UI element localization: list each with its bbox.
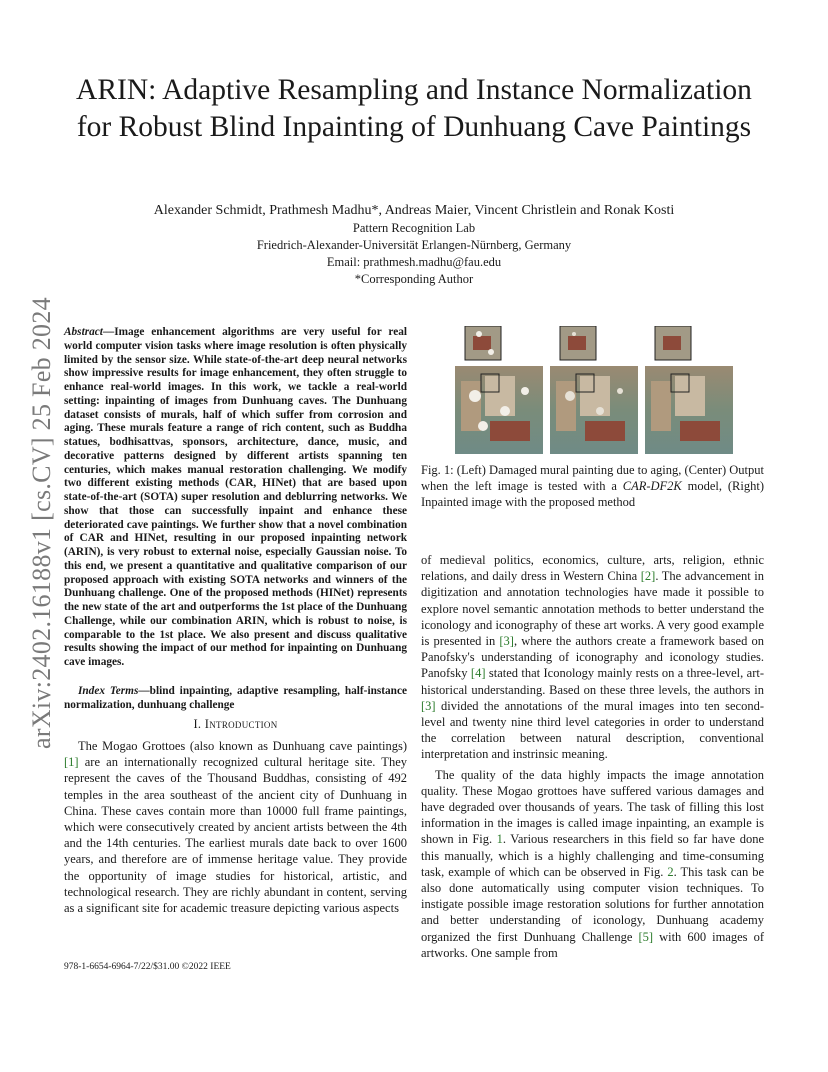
rc-text: . Various researchers in this field so far have done this manually, which is a highly challenging and time-consuming task, example of which can be observed in Fig. [421,832,764,879]
arxiv-side-label [22,288,62,758]
figure-1 [455,326,740,456]
copyright-footer: 978-1-6654-6964-7/22/$31.00 ©2022 IEEE [64,962,231,972]
figure-reference-link[interactable]: 2 [667,864,674,879]
citation-link[interactable]: [4] [470,666,486,681]
affiliation-lab: Pattern Recognition Lab [352,221,476,235]
citation-link[interactable]: [1] [64,755,79,770]
rc-text: , where the authors create a framework based on Panofsky's understanding of iconography and iconology studies. Panofsky [421,634,764,681]
panel-left-damaged [455,326,543,454]
index-terms [64,685,407,713]
caption-text-b: model, (Right) Inpainted image with the proposed method [421,479,764,510]
affiliation-university: Friedrich-Alexander-Universität Erlangen-Nürnberg, Germany [256,238,572,252]
abstract-label: Abstract [64,326,103,338]
right-column-body [421,552,764,961]
intro-paragraph [64,738,407,916]
intro-left-column [64,738,407,916]
panel-center-car-output [550,326,638,454]
section-heading: I. Introduction [193,717,278,731]
rc-text: . The advancement in digitization and annotation technologies have made it possible to explore novel semantic annotation methods to better understand the iconology and iconography of these art works. A very good example is presented in [421,569,764,649]
figure-reference-link[interactable]: 1 [496,832,503,847]
index-terms-label: Index Terms [78,685,139,697]
caption-text-a: Fig. 1: (Left) Damaged mural painting due to aging, (Center) Output when the left image is tested with a [421,463,764,494]
rc-text: with 600 images of artworks. One sample from [421,929,765,960]
right-paragraph-1 [421,552,764,763]
index-terms-text: —blind inpainting, adaptive resampling, half-instance normalization, dunhuang challenge [64,685,407,711]
right-paragraph-2 [421,767,764,961]
figure-1-image [455,326,740,456]
figure-1-caption [421,462,764,511]
citation-link[interactable]: [5] [638,929,654,944]
citation-link[interactable]: [3] [499,634,514,649]
caption-model-name: CAR-DF2K [622,479,682,494]
intro-text-b: are an internationally recognized cultural heritage site. They represent the caves of the Thousand Buddhas, consisting of 492 temples in the area southeast of the ancient city of Dunhuang in China. These caves contain more than 10000 full frame paintings, which were consecutively created by ancient artists between the 4th and the 14th centuries. The earliest murals date back to over 1600 years, and therefore are of immense heritage value. They provide the opportunity of image studies for historical, artistic, and technological research. They are richly abundant in content, serving as a significant site for academic treasure depicting various aspects [64,755,407,916]
abstract-text: —Image enhancement algorithms are very useful for real world computer vision tasks where image resolution is often physically limited by the sensor size. While state-of-the-art deep neural networks show impressive results for image enhancement, they often struggle to enhance real-world images. In this work, we tackle a real-world setting: inpainting of images from Dunhuang caves. The Dunhuang dataset consists of murals, half of which suffer from corrosion and aging. These murals feature a range of rich content, such as Buddha statues, bodhisattvas, sponsors, architecture, dance, music, and decorative patterns designed by different artists spanning ten centuries, which makes manual restoration challenging. We modify two different existing methods (CAR, HINet) that are based upon state-of-the-art (SOTA) super resolution and deblurring networks. We show that those can successfully inpaint and enhance these deteriorated cave paintings. We further show that a novel combination of CAR and HINet, resulting in our proposed inpainting network (ARIN), is very robust to external noise, especially Gaussian noise. To this end, we present a quantitative and qualitative comparison of our proposed approach with existing SOTA networks and winners of the Dunhuang challenge. One of the proposed methods (HINet) represents the new state of the art and outperforms the 1st place of the Dunhuang Challenge, while our combination ARIN, which is robust to noise, is comparable to the 1st place. We also present and discuss qualitative results showing the impact of our method for inpainting on Dunhuang cave images. [64,326,407,668]
rc-text: stated that Iconology mainly rests on a three-level, art-historical understanding. Based on these three levels, the authors in [421,666,765,697]
rc-text: divided the annotations of the mural images into ten second-level and twenty nine third level categories in order to understand the correlation between natural description, conventional interpretation and instrinsic meaning. [421,698,764,762]
intro-text-a: The Mogao Grottoes (also known as Dunhuang cave paintings) [78,739,407,753]
rc-text: of medieval politics, economics, culture, arts, religion, ethnic relations, and daily dress in Western China [421,553,764,584]
rc-text: The quality of the data highly impacts the image annotation quality. These Mogao grottoes have suffered various damages and have degraded over thousands of years. The task of filling this lost information in the images is called image inpainting, an example is shown in Fig. [421,767,764,847]
rc-text: . This task can be also done automatically using computer vision techniques. To instigate possible image restoration solutions for further annotation and better understanding of iconology, Dunhuang academy organized the first Dunhuang Challenge [421,864,764,944]
paper-title: ARIN: Adaptive Resampling and Instance Normalization for Robust Blind Inpainting of Dunhuang Cave Paintings [76,74,752,143]
affiliation-email: Email: prathmesh.madhu@fau.edu [326,255,502,269]
citation-link[interactable]: [2] [640,569,656,584]
abstract [64,326,407,670]
arxiv-identifier: arXiv:2402.16188v1 [cs.CV] 25 Feb 2024 [27,297,56,749]
citation-link[interactable]: [3] [421,698,436,713]
corresponding-note: *Corresponding Author [354,272,474,286]
panel-right-inpainted [645,326,733,454]
author-list: Alexander Schmidt, Prathmesh Madhu*, Andreas Maier, Vincent Christlein and Ronak Kosti [153,203,675,218]
